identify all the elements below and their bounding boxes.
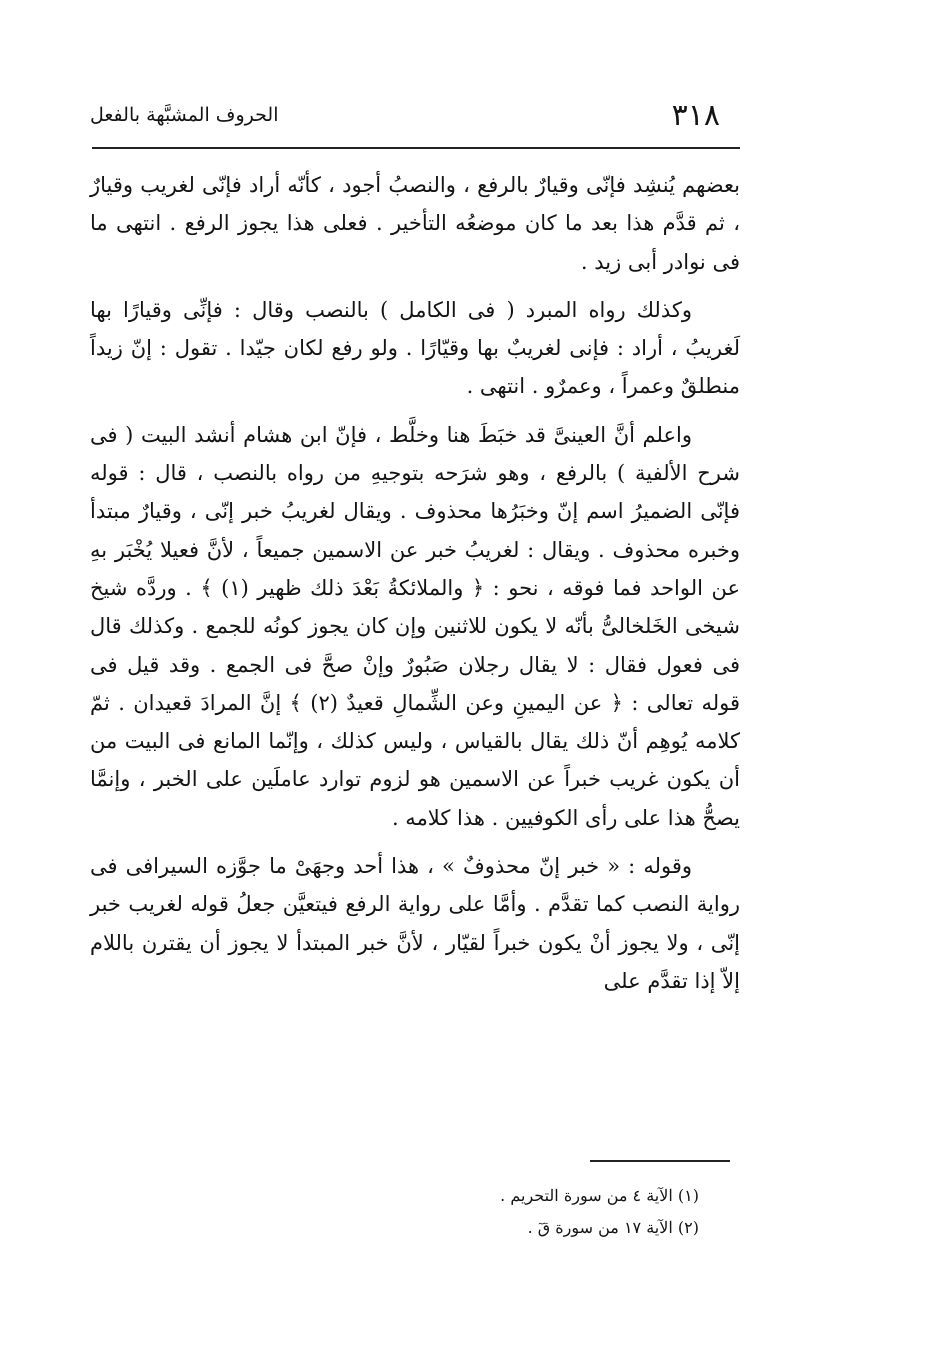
footnote-divider xyxy=(590,1160,730,1162)
running-title: الحروف المشبَّهة بالفعل xyxy=(90,104,279,126)
paragraph: وقوله : « خبر إنّ محذوفٌ » ، هذا أحد وجهَىْ ما جوَّزه السيرافى فى رواية النصب كما تقدَّم . وأمَّا على رواية الرفع فيتعيَّن جعلُ قوله لغريب خبر إنّى ، ولا يجوز أنْ يكون خبراً لقيّار ، لأنَّ خبر المبتدأ لا يجوز أن يقترن باللام إلاّ إذا تقدَّم على xyxy=(90,854,740,993)
page-number: ٣١٨ xyxy=(671,98,720,133)
main-text xyxy=(90,166,740,1010)
paragraph: واعلم أنَّ العينىَّ قد خبَطَ هنا وخلَّط ، فإنّ ابن هشام أنشد البيت ( فى شرح الألفية ) بالرفع ، وهو شرَحه بتوجيهِ من رواه بالنصب ، قال : قوله فإنّى الضميرُ اسم إنّ وخبَرُها محذوف . ويقال لغريبُ خبر إنّى ، وقيارٌ مبتدأ وخبره محذوف . ويقال : لغريبُ خبر عن الاسمين جميعاً ، لأنَّ فعيلا يُخْبَر بهِ عن الواحد فما فوقه ، نحو : ﴿ والملائكةُ بَعْدَ ذلك ظهير (١) ﴾ . وردَّه شيخ شيخى الخَلخالىُّ بأنّه لا يكون للاثنين وإن كان يجوز كونُه للجمع . وكذلك قال فى فعول فقال : لا يقال رجلان صَبُورٌ وإنْ صحَّ فى الجمع . وقد قيل فى قوله تعالى : ﴿ عن اليمينِ وعن الشِّمالِ قعيدٌ (٢) ﴾ إنَّ المرادَ قعيدان . ثمّ كلامه يُوهِم أنّ ذلك يقال بالقياس ، وليس كذلك ، وإنّما المانع فى البيت من أن يكون غريب خبراً عن الاسمين هو لزوم توارد عاملَين على الخبر ، وإنمَّا يصحُّ هذا على رأى الكوفيين . هذا كلامه . xyxy=(90,422,740,830)
footnotes xyxy=(279,1180,699,1244)
header-divider xyxy=(92,147,740,149)
footnote-1: (١) الآية ٤ من سورة التحريم . xyxy=(500,1186,699,1205)
paragraph: وكذلك رواه المبرد ( فى الكامل ) بالنصب وقال : فإنِّى وقيارًا بها لَغريبُ ، أراد : فإنى لغريبٌ بها وقيّارًا . ولو رفع لكان جيّدا . تقول : إنّ زيداً منطلقٌ وعمراً ، وعمرٌو . انتهى . xyxy=(90,297,740,399)
paragraph: بعضهم يُنشِد فإنّى وقيارٌ بالرفع ، والنصبُ أجود ، كأنّه أراد فإنّى لغريب وقيارٌ ، ثم قدَّم هذا بعد ما كان موضعُه التأخير . فعلى هذا يجوز الرفع . انتهى ما فى نوادر أبى زيد . xyxy=(90,173,740,274)
page-header xyxy=(90,100,740,142)
footnote-2: (٢) الآية ١٧ من سورة قٓ . xyxy=(527,1218,699,1237)
